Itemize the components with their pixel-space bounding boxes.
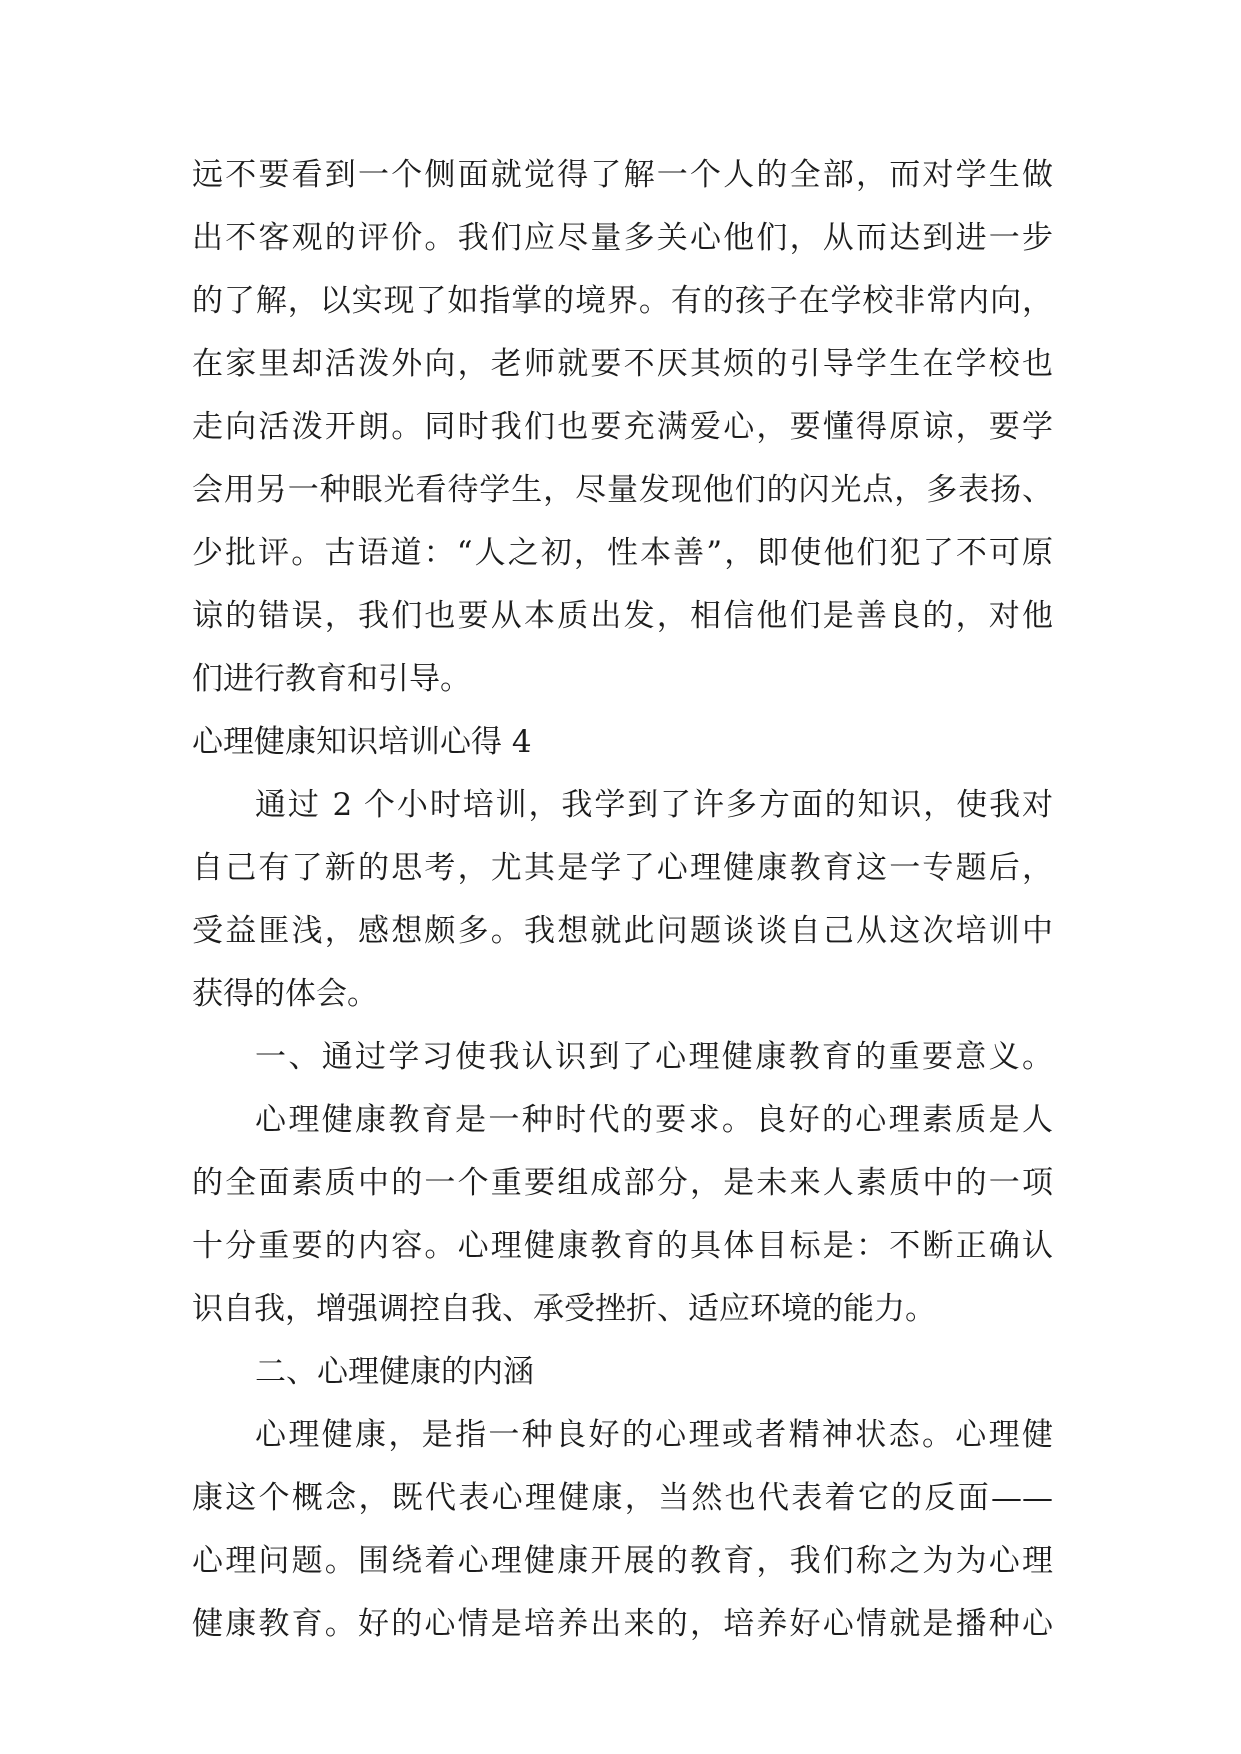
text-line: 出不客观的评价。我们应尽量多关心他们，从而达到进一步 — [192, 220, 1053, 256]
text-line: 识自我，增强调控自我、承受挫折、适应环境的能力。 — [192, 1291, 936, 1327]
text-line: 通过 2 个小时培训，我学到了许多方面的知识，使我对 — [255, 787, 1053, 823]
subheading: 一、通过学习使我认识到了心理健康教育的重要意义。 — [255, 1039, 1053, 1075]
text-line: 心理问题。围绕着心理健康开展的教育，我们称之为为心理 — [192, 1543, 1053, 1579]
text-line: 心理健康教育是一种时代的要求。良好的心理素质是人 — [255, 1102, 1053, 1138]
subheading: 二、心理健康的内涵 — [255, 1354, 534, 1390]
text-line: 获得的体会。 — [192, 976, 378, 1012]
text-line: 走向活泼开朗。同时我们也要充满爱心，要懂得原谅，要学 — [192, 409, 1053, 445]
text-line: 们进行教育和引导。 — [192, 661, 471, 697]
text-line: 十分重要的内容。心理健康教育的具体目标是：不断正确认 — [192, 1228, 1053, 1264]
text-line: 的全面素质中的一个重要组成部分，是未来人素质中的一项 — [192, 1165, 1053, 1201]
text-line: 在家里却活泼外向，老师就要不厌其烦的引导学生在学校也 — [192, 346, 1053, 382]
text-line: 心理健康，是指一种良好的心理或者精神状态。心理健 — [255, 1417, 1053, 1453]
text-line: 康这个概念，既代表心理健康，当然也代表着它的反面—— — [192, 1480, 1053, 1516]
text-line: 健康教育。好的心情是培养出来的，培养好心情就是播种心 — [192, 1606, 1053, 1642]
text-line: 受益匪浅，感想颇多。我想就此问题谈谈自己从这次培训中 — [192, 913, 1053, 949]
section-heading: 心理健康知识培训心得 4 — [192, 724, 532, 760]
text-line: 谅的错误，我们也要从本质出发，相信他们是善良的，对他 — [192, 598, 1053, 634]
text-line: 自己有了新的思考，尤其是学了心理健康教育这一专题后， — [192, 850, 1053, 886]
text-line: 的了解，以实现了如指掌的境界。有的孩子在学校非常内向， — [192, 283, 1053, 319]
text-line: 远不要看到一个侧面就觉得了解一个人的全部，而对学生做 — [192, 157, 1053, 193]
text-line: 会用另一种眼光看待学生，尽量发现他们的闪光点，多表扬、 — [192, 472, 1053, 508]
text-line: 少批评。古语道：“人之初，性本善”，即使他们犯了不可原 — [192, 535, 1053, 571]
